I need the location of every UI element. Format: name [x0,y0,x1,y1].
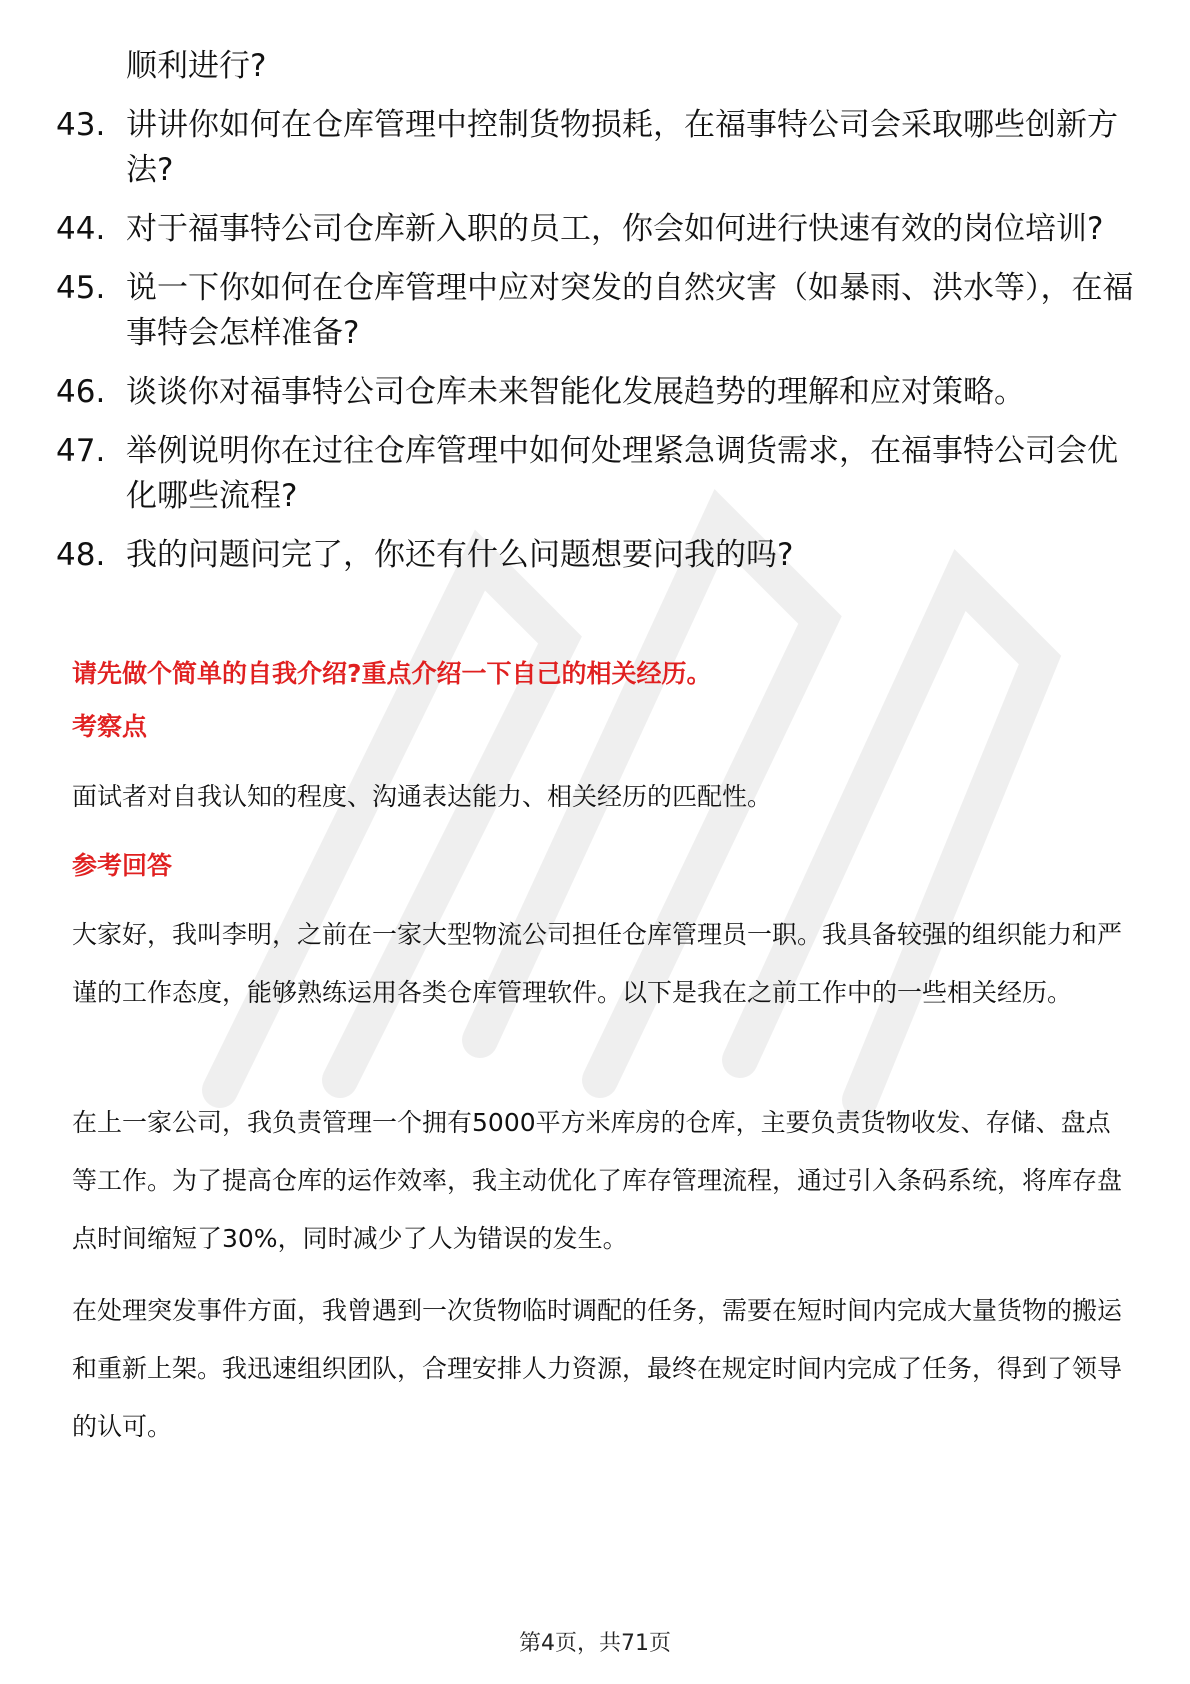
answer-paragraph-1 [72,906,1132,1022]
answer-label-section [72,848,1132,884]
question-item-43 [56,103,1136,193]
point-section [72,709,1132,745]
question-item-47 [56,429,1136,519]
answer-paragraph-2 [72,1094,1132,1268]
question-text: 讲讲你如何在仓库管理中控制货物损耗，在福事特公司会采取哪些创新方法? [126,107,1118,188]
answer-paragraph-3 [72,1282,1132,1456]
question-text: 谈谈你对福事特公司仓库未来智能化发展趋势的理解和应对策略。 [126,374,1025,410]
point-text: 面试者对自我认知的程度、沟通表达能力、相关经历的匹配性。 [72,782,773,811]
question-text: 说一下你如何在仓库管理中应对突发的自然灾害（如暴雨、洪水等），在福事特会怎样准备? [126,270,1134,351]
question-number: 44. [56,211,106,247]
question-number: 45. [56,270,106,306]
page-number: 第4页，共71页 [519,1631,671,1656]
question-item-46 [56,370,1136,415]
answer-label: 参考回答 [72,851,173,880]
question-item-45 [56,266,1136,356]
question-number: 47. [56,433,106,469]
intro-question-title [72,656,1132,692]
answer-paragraph: 大家好，我叫李明，之前在一家大型物流公司担任仓库管理员一职。我具备较强的组织能力和严谨的工作态度，能够熟练运用各类仓库管理软件。以下是我在之前工作中的一些相关经历。 [72,920,1123,1007]
question-text: 我的问题问完了，你还有什么问题想要问我的吗? [126,537,794,573]
intro-question-heading: 请先做个简单的自我介绍?重点介绍一下自己的相关经历。 [72,659,712,688]
answer-paragraph: 在处理突发事件方面，我曾遇到一次货物临时调配的任务，需要在短时间内完成大量货物的搬运和重新上架。我迅速组织团队，合理安排人力资源，最终在规定时间内完成了任务，得到了领导的认可。 [72,1296,1123,1441]
question-text: 顺利进行? [126,48,267,84]
question-list [56,44,1136,592]
page-footer [0,1626,1190,1657]
question-text: 举例说明你在过往仓库管理中如何处理紧急调货需求，在福事特公司会优化哪些流程? [126,433,1118,514]
question-item-44 [56,207,1136,252]
question-number: 46. [56,374,106,410]
question-text: 对于福事特公司仓库新入职的员工，你会如何进行快速有效的岗位培训? [126,211,1104,247]
question-number: 48. [56,537,106,573]
question-item-48 [56,533,1136,578]
point-label: 考察点 [72,712,148,741]
question-continuation [56,44,1136,89]
answer-paragraph: 在上一家公司，我负责管理一个拥有5000平方米库房的仓库，主要负责货物收发、存储、盘点等工作。为了提高仓库的运作效率，我主动优化了库存管理流程，通过引入条码系统，将库存盘点时间缩短了30%，同时减少了人为错误的发生。 [72,1108,1123,1253]
question-number: 43. [56,107,106,143]
point-text-section [72,768,1132,826]
